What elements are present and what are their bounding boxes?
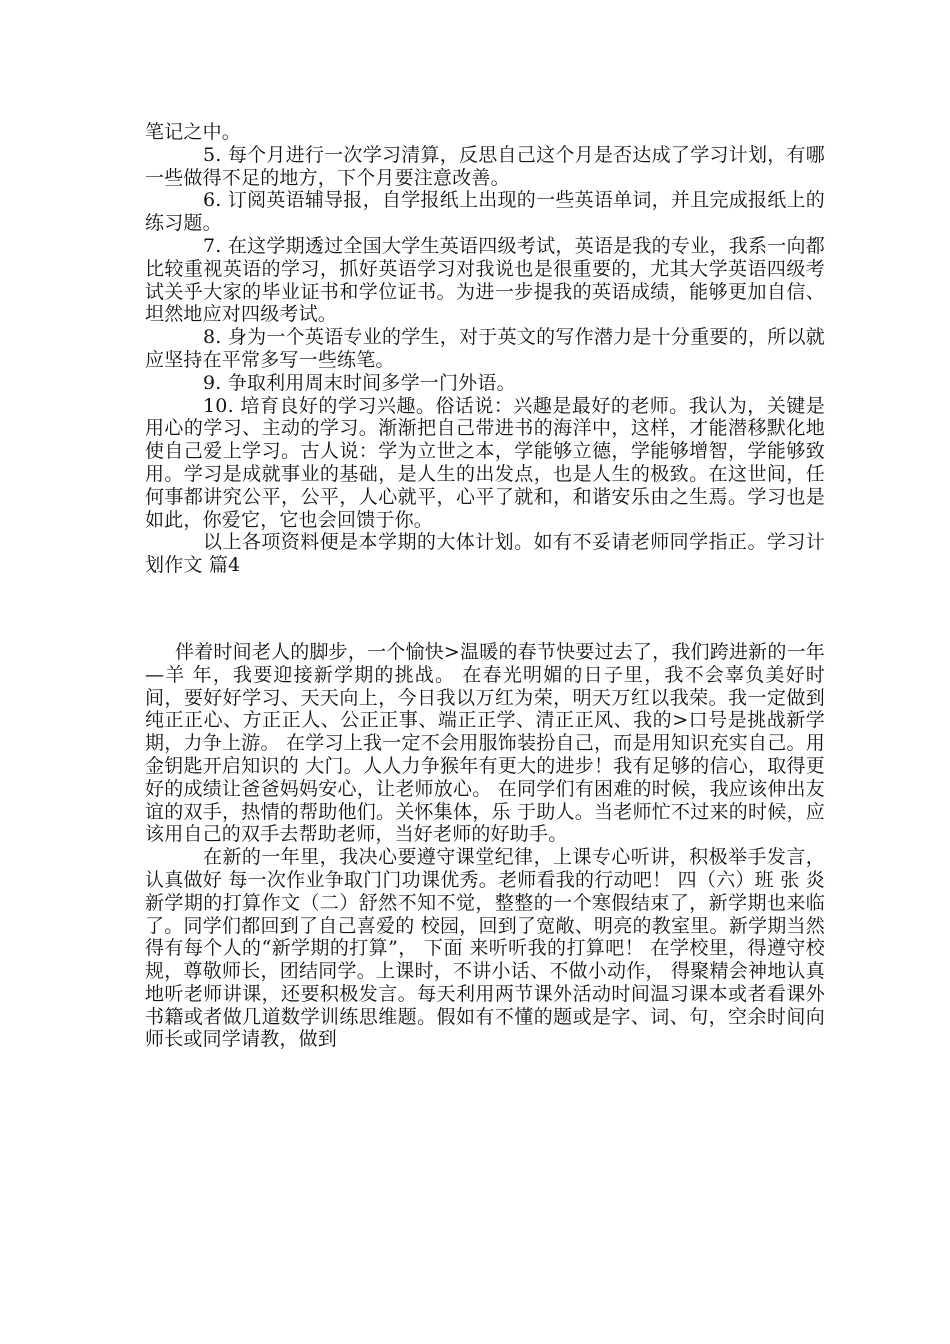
document-body (145, 121, 825, 1051)
paragraph-item-10: 10. 培育良好的学习兴趣。俗话说：兴趣是最好的老师。我认为，关键是用心的学习、主动的学习。渐渐把自己带进书的海洋中，这样，才能潜移默化地使自己爱上学习。古人说：学为立世之本，学能够立德，学能够增智，学能够致用。学习是成就事业的基础，是人生的出发点，也是人生的极致。在这世间，任何事都讲究公平，公平，人心就平，心平了就和，和谐安乐由之生焉。学习也是如此，你爱它，它也会回馈于你。 (145, 394, 825, 531)
section-gap (145, 577, 825, 641)
paragraph-item-8: 8. 身为一个英语专业的学生，对于英文的写作潜力是十分重要的，所以就应坚持在平常多写一些练笔。 (145, 326, 825, 371)
paragraph-continuation: 笔记之中。 (145, 121, 242, 143)
paragraph-item-9: 9. 争取利用周末时间多学一门外语。 (203, 371, 516, 394)
paragraph-item-7: 7. 在这学期透过全国大学生英语四级考试，英语是我的专业，我系一向都比较重视英语的学习，抓好英语学习对我说也是很重要的，尤其大学英语四级考试关乎大家的毕业证书和学位证书。为进一步提我的英语成绩，能够更加自信、坦然地应对四级考试。 (145, 234, 825, 326)
paragraph-item-6: 6. 订阅英语辅导报，自学报纸上出现的一些英语单词，并且完成报纸上的练习题。 (145, 189, 825, 235)
paragraph-summary: 以上各项资料便是本学期的大体计划。如有不妥请老师同学指正。学习计划作文 篇4 (145, 531, 825, 577)
paragraph-essay-intro: 伴着时间老人的脚步，一个愉快>温暖的春节快要过去了，我们跨进新的一年—羊 年，我要迎接新学期的挑战。 在春光明媚的日子里，我不会辜负美好时间，要好好学习、天天向上，今日我以万红为荣，明天万红以我荣。我一定做到纯正正心、方正正人、公正正事、端正正学、清正正风、我的>口号是挑战新学期，力争上游。 在学习上我一定不会用服饰装扮自己，而是用知识充实自己。用金钥匙开启知识的 大门。人人力争猴年有更大的进步！我有足够的信心，取得更好的成绩让爸爸妈妈安心，让老师放心。 在同学们有困难的时候，我应该伸出友谊的双手，热情的帮助他们。关怀集体，乐 于助人。当老师忙不过来的时候，应该用自己的双手去帮助老师，当好老师的好助手。 (145, 640, 825, 846)
paragraph-item-5: 5. 每个月进行一次学习清算，反思自己这个月是否达成了学习计划，有哪一些做得不足的地方，下个月要注意改善。 (145, 143, 825, 189)
paragraph-essay-body: 在新的一年里，我决心要遵守课堂纪律，上课专心听讲，积极举手发言，认真做好 每一次作业争取门门功课优秀。老师看我的行动吧！ 四（六）班 张 炎新学期的打算作文（二）舒然不知不觉，整整的一个寒假结束了，新学期也来临了。同学们都回到了自己喜爱的 校园，回到了宽敞、明亮的教室里。新学期当然得有每个人的“新学期的打算”， 下面 来听听我的打算吧！ 在学校里，得遵守校规，尊敬师长，团结同学。上课时，不讲小话、不做小动作， 得聚精会神地认真地听老师讲课，还要积极发言。每天利用两节课外活动时间温习课本或者看课外书籍或者做几道数学训练思维题。假如有不懂的题或是字、词、句，空余时间向师长或同学请教，做到 (145, 846, 825, 1051)
